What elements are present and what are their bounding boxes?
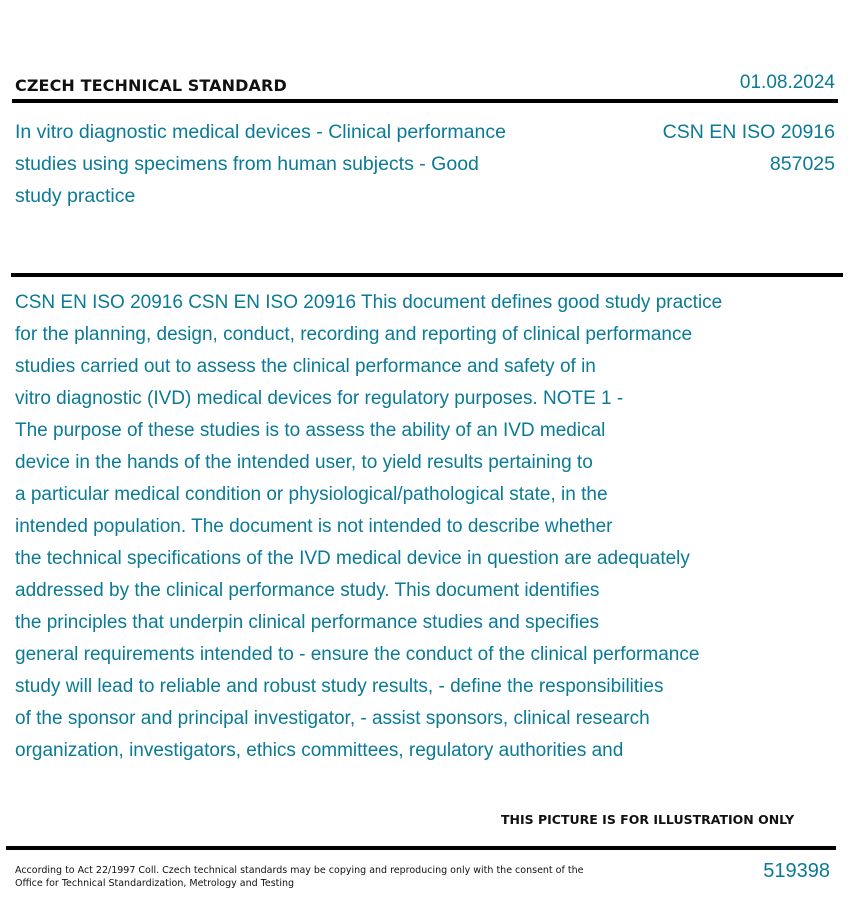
document-title: In vitro diagnostic medical devices - Clinical performance studies using specimens from human subjects - Good study practice — [15, 121, 506, 207]
publication-date: 01.08.2024 — [739, 72, 835, 93]
class-number: 857025 — [769, 153, 835, 175]
illustration-notice: THIS PICTURE IS FOR ILLUSTRATION ONLY — [501, 812, 795, 827]
standard-identifiers — [663, 116, 835, 180]
footer-divider — [6, 846, 836, 850]
title-divider — [11, 273, 843, 277]
document-number: 519398 — [763, 860, 830, 882]
document-abstract: CSN EN ISO 20916 CSN EN ISO 20916 This document defines good study practice for the planning, design, conduct, recording and reporting of clinical performance studies carried out to assess the clinical performance and safety of in vitro diagnostic (IVD) medical devices for regulatory purposes. NOTE 1 - The purpose of these studies is to assess the ability of an IVD medical device in the hands of the intended user, to yield results pertaining to a particular medical condition or physiological/pathological state, in the intended population. The document is not intended to describe whether the technical specifications of the IVD medical device in question are adequately addressed by the clinical performance study. This document identifies the principles that underpin clinical performance studies and specifies general requirements intended to - ensure the conduct of the clinical performance study will lead to reliable and robust study results, - define the responsibilities of the sponsor and principal investigator, - assist sponsors, clinical research organization, investigators, ethics committees, regulatory authorities and — [15, 292, 723, 761]
standard-code: CSN EN ISO 20916 — [662, 121, 835, 143]
standard-type-label: CZECH TECHNICAL STANDARD — [15, 76, 287, 95]
legal-notice: According to Act 22/1997 Coll. Czech technical standards may be copying and reproducing only with the consent of the Office for Technical Standardization, Metrology and Testing — [15, 865, 584, 889]
header-divider — [12, 99, 838, 103]
